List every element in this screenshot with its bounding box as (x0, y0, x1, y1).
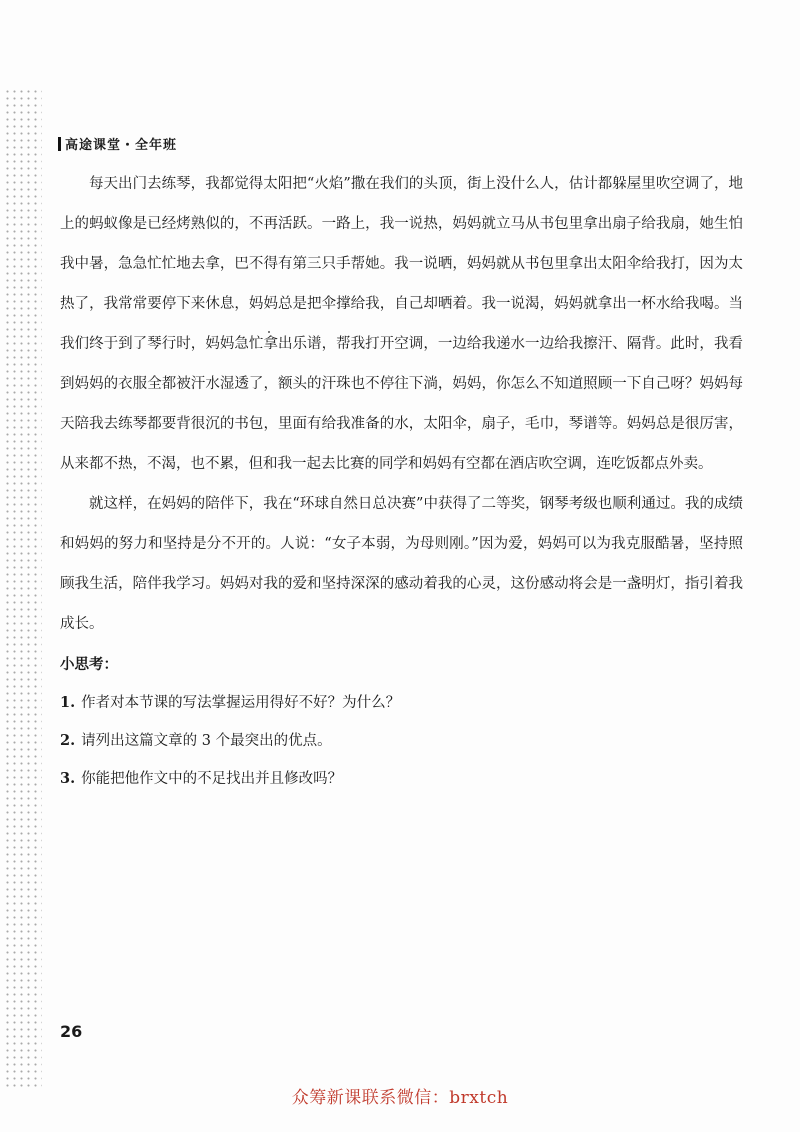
question-item (60, 760, 743, 798)
thinking-title: 小思考： (60, 656, 118, 673)
watermark-text: 众筹新课联系微信：brxtch (291, 1088, 509, 1108)
article-body (60, 164, 743, 798)
article-paragraph-2: 就这样，在妈妈的陪伴下，我在“环球自然日总决赛”中获得了二等奖，钢琴考级也顺利通过。我的成绩和妈妈的努力和坚持是分不开的。人说：“女子本弱，为母则刚。”因为爱，妈妈可以为我克服酷暑，坚持照顾我生活，陪伴我学习。妈妈对我的爱和坚持深深的感动着我的心灵，这份感动将会是一盏明灯，指引着我成长。 (60, 496, 743, 632)
question-text: 请列出这篇文章的 3 个最突出的优点。 (81, 733, 332, 749)
binding-dot-pattern (4, 88, 42, 1088)
article-paragraph-1: 每天出门去练琴，我都觉得太阳把“火焰”撒在我们的头顶，街上没什么人，估计都躲屋里吹空调了，地上的蚂蚁像是已经烤熟似的，不再活跃。一路上，我一说热，妈妈就立马从书包里拿出扇子给我扇，她生怕我中暑，急急忙忙地去拿，巴不得有第三只手帮她。我一说晒，妈妈就从书包里拿出太阳伞给我打，因为太热了，我常常要停下来休息，妈妈总是把伞撑给我，自己却晒着。我一说渴，妈妈就拿出一杯水给我喝。当我们终于到了琴行时，妈妈急忙拿出乐谱，帮我打开空调，一边给我递水一边给我擦汗、隔背。此时，我看到妈妈的衣服全都被汗水湿透了，额头的汗珠也不停往下淌，妈妈，你怎么不知道照顾一下自己呀？妈妈每天陪我去练琴都要背很沉的书包，里面有给我准备的水，太阳伞，扇子，毛巾，琴谱等。妈妈总是很厉害，从来都不热，不渴，也不累，但和我一起去比赛的同学和妈妈有空都在酒店吹空调，连吃饭都点外卖。 (60, 176, 743, 472)
question-item (60, 684, 743, 722)
question-text: 作者对本节课的写法掌握运用得好不好？为什么？ (81, 695, 401, 711)
header-bar (58, 137, 61, 151)
question-number: 3. (60, 770, 76, 787)
page-header (58, 134, 177, 153)
question-item (60, 722, 743, 760)
question-number: 2. (60, 732, 76, 749)
question-number: 1. (60, 694, 76, 711)
header-title: 高途课堂・全年班 (65, 138, 178, 153)
page-number: 26 (60, 1022, 83, 1041)
question-text: 你能把他作文中的不足找出并且修改吗？ (81, 771, 343, 787)
